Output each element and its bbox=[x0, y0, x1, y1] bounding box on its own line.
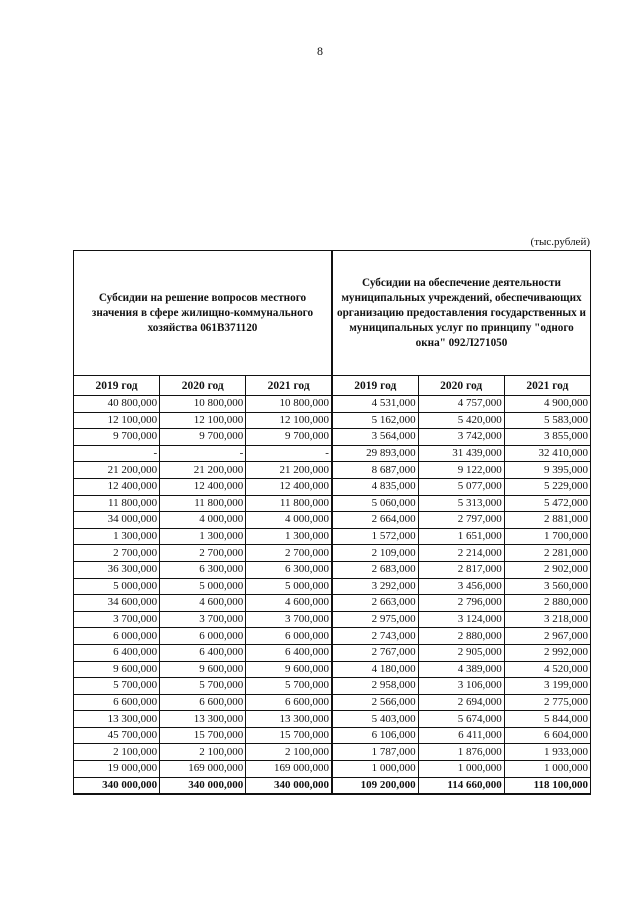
table-cell: 4 900,000 bbox=[504, 396, 590, 413]
page-number: 8 bbox=[317, 44, 323, 58]
table-row bbox=[74, 628, 591, 645]
total-cell: 109 200,000 bbox=[332, 777, 418, 794]
table-cell: 6 300,000 bbox=[160, 561, 246, 578]
table-cell: 3 700,000 bbox=[74, 611, 160, 628]
year-header-row bbox=[74, 376, 591, 396]
table-cell: 45 700,000 bbox=[74, 727, 160, 744]
table-cell: 29 893,000 bbox=[332, 445, 418, 462]
table-cell: 2 566,000 bbox=[332, 694, 418, 711]
table-cell: 19 000,000 bbox=[74, 761, 160, 778]
table-cell: 4 000,000 bbox=[246, 512, 332, 529]
table-cell: 3 292,000 bbox=[332, 578, 418, 595]
table-cell: - bbox=[74, 445, 160, 462]
group-header-one-window: Субсидии на обеспечение деятельности муниципальных учреждений, обеспечивающих организацию предоставления государственных и муниципальных услуг по принципу "одного окна" 092Л271050 bbox=[332, 251, 591, 376]
table-cell: 15 700,000 bbox=[160, 727, 246, 744]
table-cell: 6 400,000 bbox=[74, 644, 160, 661]
table-cell: 1 000,000 bbox=[332, 761, 418, 778]
table-cell: 2 700,000 bbox=[246, 545, 332, 562]
year-header: 2021 год bbox=[246, 376, 332, 396]
table-cell: 6 600,000 bbox=[246, 694, 332, 711]
year-header: 2019 год bbox=[74, 376, 160, 396]
table-cell: 9 122,000 bbox=[418, 462, 504, 479]
year-header: 2020 год bbox=[160, 376, 246, 396]
table-cell: 5 700,000 bbox=[74, 678, 160, 695]
table-cell: 6 000,000 bbox=[74, 628, 160, 645]
table-row bbox=[74, 495, 591, 512]
table-cell: 1 300,000 bbox=[74, 528, 160, 545]
table-cell: 6 300,000 bbox=[246, 561, 332, 578]
table-cell: 2 214,000 bbox=[418, 545, 504, 562]
table-cell: 2 775,000 bbox=[504, 694, 590, 711]
table-cell: 3 855,000 bbox=[504, 429, 590, 446]
table-cell: 40 800,000 bbox=[74, 396, 160, 413]
subsidies-table bbox=[73, 250, 591, 795]
table-cell: 3 700,000 bbox=[246, 611, 332, 628]
table-row bbox=[74, 478, 591, 495]
table-row bbox=[74, 528, 591, 545]
table-cell: 9 600,000 bbox=[74, 661, 160, 678]
table-cell: 2 700,000 bbox=[160, 545, 246, 562]
table-cell: 2 109,000 bbox=[332, 545, 418, 562]
table-row bbox=[74, 445, 591, 462]
table-cell: 34 000,000 bbox=[74, 512, 160, 529]
table-cell: 169 000,000 bbox=[246, 761, 332, 778]
table-row bbox=[74, 678, 591, 695]
table-cell: 10 800,000 bbox=[160, 396, 246, 413]
table-cell: 2 958,000 bbox=[332, 678, 418, 695]
table-cell: 3 700,000 bbox=[160, 611, 246, 628]
table-cell: 2 992,000 bbox=[504, 644, 590, 661]
table-cell: 169 000,000 bbox=[160, 761, 246, 778]
table-cell: 12 400,000 bbox=[246, 478, 332, 495]
table-cell: 9 700,000 bbox=[246, 429, 332, 446]
table-cell: 4 000,000 bbox=[160, 512, 246, 529]
table-cell: 13 300,000 bbox=[160, 711, 246, 728]
table-cell: 6 000,000 bbox=[246, 628, 332, 645]
table-cell: 2 663,000 bbox=[332, 595, 418, 612]
table-cell: 6 000,000 bbox=[160, 628, 246, 645]
table-cell: 1 876,000 bbox=[418, 744, 504, 761]
table-cell: 9 700,000 bbox=[74, 429, 160, 446]
table-cell: 1 572,000 bbox=[332, 528, 418, 545]
table-cell: 32 410,000 bbox=[504, 445, 590, 462]
table-cell: 5 060,000 bbox=[332, 495, 418, 512]
table-row bbox=[74, 595, 591, 612]
table-cell: 9 395,000 bbox=[504, 462, 590, 479]
table-cell: 11 800,000 bbox=[246, 495, 332, 512]
table-cell: 5 000,000 bbox=[160, 578, 246, 595]
table-cell: 2 281,000 bbox=[504, 545, 590, 562]
table-cell: 5 674,000 bbox=[418, 711, 504, 728]
table-cell: 2 683,000 bbox=[332, 561, 418, 578]
table-cell: 4 180,000 bbox=[332, 661, 418, 678]
table-row bbox=[74, 545, 591, 562]
table-row bbox=[74, 578, 591, 595]
table-cell: 1 300,000 bbox=[160, 528, 246, 545]
table-cell: 11 800,000 bbox=[160, 495, 246, 512]
table-cell: 2 975,000 bbox=[332, 611, 418, 628]
table-cell: 1 300,000 bbox=[246, 528, 332, 545]
table-cell: 36 300,000 bbox=[74, 561, 160, 578]
table-cell: 5 000,000 bbox=[246, 578, 332, 595]
table-row bbox=[74, 661, 591, 678]
table-cell: 2 694,000 bbox=[418, 694, 504, 711]
table-cell: 9 700,000 bbox=[160, 429, 246, 446]
table-cell: 4 531,000 bbox=[332, 396, 418, 413]
table-row bbox=[74, 462, 591, 479]
table-cell: 5 420,000 bbox=[418, 412, 504, 429]
total-cell: 340 000,000 bbox=[160, 777, 246, 794]
table-cell: 5 583,000 bbox=[504, 412, 590, 429]
table-cell: 11 800,000 bbox=[74, 495, 160, 512]
table-cell: 12 100,000 bbox=[74, 412, 160, 429]
table-row bbox=[74, 711, 591, 728]
table-cell: 2 905,000 bbox=[418, 644, 504, 661]
table-cell: 6 411,000 bbox=[418, 727, 504, 744]
table-cell: 6 400,000 bbox=[246, 644, 332, 661]
table-row bbox=[74, 611, 591, 628]
table-cell: 13 300,000 bbox=[74, 711, 160, 728]
table-cell: 2 817,000 bbox=[418, 561, 504, 578]
table-cell: 1 651,000 bbox=[418, 528, 504, 545]
table-row bbox=[74, 694, 591, 711]
table-cell: 34 600,000 bbox=[74, 595, 160, 612]
table-cell: 4 600,000 bbox=[160, 595, 246, 612]
table-body bbox=[74, 396, 591, 795]
table-cell: 5 403,000 bbox=[332, 711, 418, 728]
table-cell: 5 313,000 bbox=[418, 495, 504, 512]
table-cell: 2 967,000 bbox=[504, 628, 590, 645]
table-cell: 2 100,000 bbox=[74, 744, 160, 761]
table-cell: 2 100,000 bbox=[246, 744, 332, 761]
table-cell: 6 400,000 bbox=[160, 644, 246, 661]
table-cell: 3 564,000 bbox=[332, 429, 418, 446]
table-cell: 12 400,000 bbox=[160, 478, 246, 495]
table-cell: 3 106,000 bbox=[418, 678, 504, 695]
table-cell: 2 797,000 bbox=[418, 512, 504, 529]
group-header-row bbox=[74, 251, 591, 376]
table-row bbox=[74, 744, 591, 761]
table-cell: 2 100,000 bbox=[160, 744, 246, 761]
table-row bbox=[74, 727, 591, 744]
table-cell: 4 835,000 bbox=[332, 478, 418, 495]
table-cell: 21 200,000 bbox=[160, 462, 246, 479]
table-cell: 5 162,000 bbox=[332, 412, 418, 429]
table-cell: 2 880,000 bbox=[504, 595, 590, 612]
table-cell: 5 229,000 bbox=[504, 478, 590, 495]
table-cell: 3 560,000 bbox=[504, 578, 590, 595]
table-cell: 1 700,000 bbox=[504, 528, 590, 545]
group-header-housing: Субсидии на решение вопросов местного значения в сфере жилищно-коммунального хозяйства 061B371120 bbox=[74, 251, 332, 376]
table-cell: 6 600,000 bbox=[160, 694, 246, 711]
table-cell: 2 881,000 bbox=[504, 512, 590, 529]
table-cell: 10 800,000 bbox=[246, 396, 332, 413]
table-cell: 5 844,000 bbox=[504, 711, 590, 728]
table-cell: 3 456,000 bbox=[418, 578, 504, 595]
table-cell: - bbox=[160, 445, 246, 462]
table-cell: 21 200,000 bbox=[246, 462, 332, 479]
table-cell: 6 106,000 bbox=[332, 727, 418, 744]
units-label: (тыс.рублей) bbox=[530, 236, 590, 248]
table-cell: 2 743,000 bbox=[332, 628, 418, 645]
year-header: 2021 год bbox=[504, 376, 590, 396]
total-cell: 340 000,000 bbox=[246, 777, 332, 794]
table-cell: 5 700,000 bbox=[246, 678, 332, 695]
table-cell: 2 880,000 bbox=[418, 628, 504, 645]
table-row bbox=[74, 429, 591, 446]
table-cell: 2 767,000 bbox=[332, 644, 418, 661]
table-cell: 1 933,000 bbox=[504, 744, 590, 761]
table-cell: 21 200,000 bbox=[74, 462, 160, 479]
table-cell: 12 100,000 bbox=[160, 412, 246, 429]
table-cell: 6 604,000 bbox=[504, 727, 590, 744]
table-cell: 2 796,000 bbox=[418, 595, 504, 612]
table-row bbox=[74, 561, 591, 578]
table-cell: 4 757,000 bbox=[418, 396, 504, 413]
table-cell: 1 000,000 bbox=[418, 761, 504, 778]
table-cell: 31 439,000 bbox=[418, 445, 504, 462]
total-row bbox=[74, 777, 591, 794]
table-cell: 15 700,000 bbox=[246, 727, 332, 744]
table-cell: 2 902,000 bbox=[504, 561, 590, 578]
table-cell: 4 600,000 bbox=[246, 595, 332, 612]
table-cell: 2 700,000 bbox=[74, 545, 160, 562]
table-cell: 5 000,000 bbox=[74, 578, 160, 595]
table-cell: 3 742,000 bbox=[418, 429, 504, 446]
table-cell: 12 400,000 bbox=[74, 478, 160, 495]
table-cell: 8 687,000 bbox=[332, 462, 418, 479]
year-header: 2019 год bbox=[332, 376, 418, 396]
total-cell: 114 660,000 bbox=[418, 777, 504, 794]
total-cell: 118 100,000 bbox=[504, 777, 590, 794]
table-cell: 5 077,000 bbox=[418, 478, 504, 495]
table-cell: 12 100,000 bbox=[246, 412, 332, 429]
table-row bbox=[74, 396, 591, 413]
year-header: 2020 год bbox=[418, 376, 504, 396]
table-cell: 5 700,000 bbox=[160, 678, 246, 695]
table-cell: 13 300,000 bbox=[246, 711, 332, 728]
table-cell: 3 218,000 bbox=[504, 611, 590, 628]
table-cell: 1 000,000 bbox=[504, 761, 590, 778]
table-cell: 1 787,000 bbox=[332, 744, 418, 761]
table-cell: 9 600,000 bbox=[246, 661, 332, 678]
table-row bbox=[74, 412, 591, 429]
table-cell: 3 199,000 bbox=[504, 678, 590, 695]
table-cell: 6 600,000 bbox=[74, 694, 160, 711]
table-cell: 5 472,000 bbox=[504, 495, 590, 512]
table-row bbox=[74, 761, 591, 778]
table-cell: 4 389,000 bbox=[418, 661, 504, 678]
table-cell: - bbox=[246, 445, 332, 462]
table-row bbox=[74, 512, 591, 529]
table-cell: 9 600,000 bbox=[160, 661, 246, 678]
table-cell: 4 520,000 bbox=[504, 661, 590, 678]
total-cell: 340 000,000 bbox=[74, 777, 160, 794]
table-cell: 2 664,000 bbox=[332, 512, 418, 529]
table-row bbox=[74, 644, 591, 661]
table-cell: 3 124,000 bbox=[418, 611, 504, 628]
